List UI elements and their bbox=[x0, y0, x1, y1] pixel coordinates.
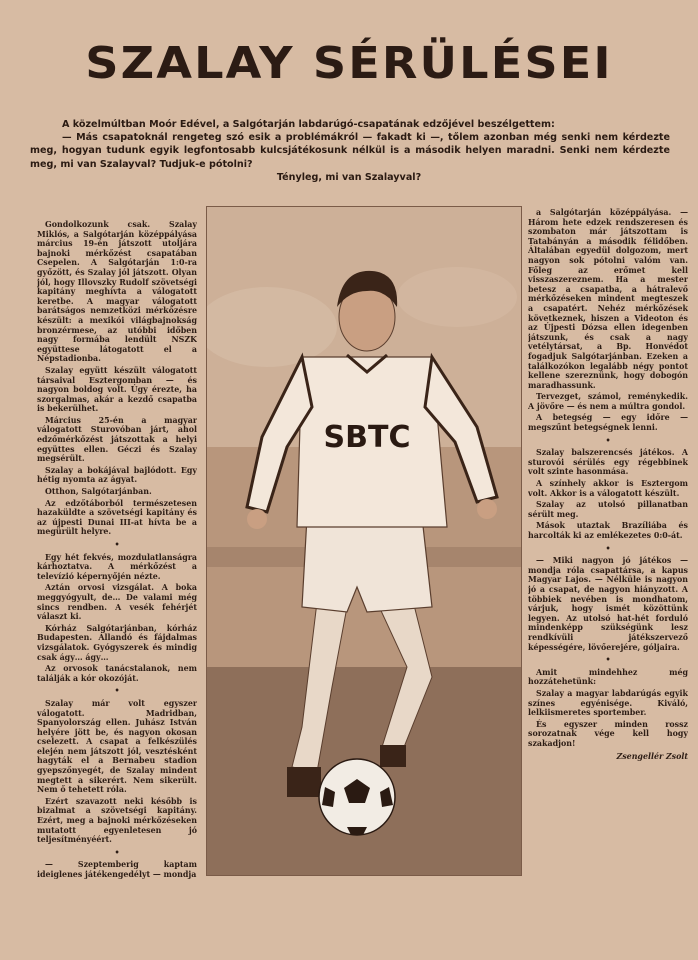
paragraph: a Salgótarján középpályása. — Három hete edzek rendszeresen és szombaton már játszottam is Tatabányán a második félidőben. Általában egyedül dolgozom, mert nagyon sok pótolni valóm van. Főleg az erőmet kell visszaszereznem. Ha a mester betesz a csapatba, a hátralevő mérkőzéseken mindent megteszek a csapatért. Nehéz mérkőzések következnek, hiszen a Videoton és az Újpesti Dózsa ellen idegenben játszunk, és csak a nagy vetélytársat, a Bp. Honvédot fogadjuk Salgótarjánban. Ezeken a találkozókon legalább négy pontot kellene szereznünk, hogy dobogón maradhassunk. bbox=[528, 208, 688, 390]
paragraph: Egy hét fekvés, mozdulatlanságra kárhoztatva. A mérkőzést a televízió képernyőjén nézte. bbox=[37, 552, 197, 581]
lead-question: Tényleg, mi van Szalayval? bbox=[276, 172, 422, 183]
paragraph: Tervezget, számol, reménykedik. A jövőre — és nem a múltra gondol. bbox=[528, 392, 688, 411]
separator: • bbox=[114, 846, 120, 857]
headline: SZALAY SÉRÜLÉSEI bbox=[85, 38, 613, 89]
paragraph: Amit mindehhez még hozzátehetünk: bbox=[528, 667, 688, 687]
paragraph: Ezért szavazott neki később is bizalmat a szövetségi kapitány. Ezért, meg a bajnoki mérkőzéseken mutatott egyenletesen jó teljesítményéért. bbox=[37, 796, 197, 845]
right-column bbox=[528, 208, 688, 898]
intro-line: A közelmúltban Moór Edével, a Salgótarján labdarúgó-csapatának edzőjével beszélgettem: bbox=[62, 119, 555, 130]
byline: Zsengellér Zsolt bbox=[616, 752, 688, 762]
separator: • bbox=[114, 685, 120, 696]
paragraph: Kórház Salgótarjánban, kórház Budapesten. Állandó és fájdalmas vizsgálatok. Gyógyszerek és mindig csak ágy… ágy… bbox=[37, 623, 197, 662]
intro-block bbox=[30, 118, 670, 171]
player-photo bbox=[206, 206, 522, 876]
separator: • bbox=[605, 434, 611, 445]
intro-quote: — Más csapatoknál rengeteg szó esik a problémákról — fakadt ki —, tőlem azonban még senki nem kérdezte meg, hogyan tudunk egyik legfontosabb kulcsjátékosunk nélkül is a második helyen maradni. Senki nem kérdezte meg, mi van Szalayval? Tudjuk-e pótolni? bbox=[30, 132, 670, 170]
paragraph: És egyszer minden rossz sorozatnak vége kell hogy szakadjon! bbox=[528, 719, 688, 748]
paragraph: Március 25-én a magyar válogatott Sturovóban járt, ahol edzőmérkőzést játszottak a helyi együttes ellen. Géczi és Szalay megsérült. bbox=[37, 415, 197, 464]
paragraph: Szalay együtt készült válogatott társaival Esztergomban — és nagyon boldog volt. Úgy érezte, ha szorgalmas, akár a kezdő csapatba is bekerülhet. bbox=[37, 365, 197, 414]
paragraph: Gondolkozunk csak. Szalay Miklós, a Salgótarján középpályása március 19-én játszott utoljára bajnoki mérkőzést csapatában Csepelen. A Salgótarján 1:0-ra győzött, és Szalay jól játszott. Olyan jól, hogy Illovszky Rudolf szövetségi kapitány meghívta a válogatott keretbe. A magyar válogatott barátságos nemzetközi mérkőzésre készült: a mexikói világbajnokság bronzérmese, az utóbbi időben nagy formába lendült NSZK együttese látogatott el a Népstadionba. bbox=[37, 220, 197, 364]
paragraph: Szalay már volt egyszer válogatott. Madridban, Spanyolország ellen. Juhász István helyére jött be, és nagyon okosan cselezett. A csapat a felkészülés elején nem játszott jól, vesztésként hagyták el a Bernabeu stadion gyepszőnyegét, de Szalay mindent megtett a sikerért. Nem sikerült. Nem ő tehetett róla. bbox=[37, 698, 197, 795]
paragraph: A színhely akkor is Esztergom volt. Akkor is a válogatott készült. bbox=[528, 479, 688, 498]
separator: • bbox=[114, 539, 120, 549]
left-column bbox=[37, 220, 197, 940]
paragraph: Aztán orvosi vizsgálat. A boka meggyógyult, de… De valami még sincs rendben. A vesék fehérjét választ ki. bbox=[37, 583, 197, 622]
paragraph: Mások utaztak Brazíliába és harcolták ki az emlékezetes 0:0-át. bbox=[528, 521, 688, 540]
paragraph: Szalay az utolsó pillanatban sérült meg. bbox=[528, 500, 688, 519]
paragraph: Otthon, Salgótarjánban. bbox=[45, 487, 152, 497]
paragraph: Az edzőtáborból természetesen hazaküldte a szövetségi kapitány és az újpesti Dunai III-at hívta be a megürült helyre. bbox=[37, 498, 197, 537]
shirt-text: SBTC bbox=[323, 420, 411, 455]
player-illustration bbox=[207, 207, 521, 875]
paragraph: A betegség — egy időre — megszűnt betegségnek lenni. bbox=[528, 413, 688, 433]
paragraph: Szalay a magyar labdarúgás egyik színes egyénisége. Kiváló, lelkiismeretes sportember. bbox=[528, 688, 688, 718]
separator: • bbox=[605, 654, 611, 665]
paragraph: Az orvosok tanácstalanok, nem találják a kór okozóját. bbox=[37, 664, 197, 683]
paragraph: — Szeptemberig kaptam ideiglenes játékengedélyt — mondja bbox=[37, 860, 197, 879]
paragraph: Szalay a bokájával bajlódott. Egy hétig nyomta az ágyat. bbox=[37, 465, 197, 485]
paragraph: — Miki nagyon jó játékos — mondja róla csapattársa, a kapus Magyar Lajos. — Nélküle is nagyon jó a csapat, de nagyon hiányzott. A többiek nevében is mondhatom, várjuk, hogy ismét közöttünk legyen. Az utolsó hat-hét forduló mindenképp szükségünk lesz rendkívüli játékszervező képességére, lövőerejére, góljaira. bbox=[528, 556, 688, 652]
separator: • bbox=[605, 542, 611, 553]
paragraph: Szalay balszerencsés játékos. A sturovói sérülés egy régebbinek volt szinte hasonmása. bbox=[528, 448, 688, 477]
